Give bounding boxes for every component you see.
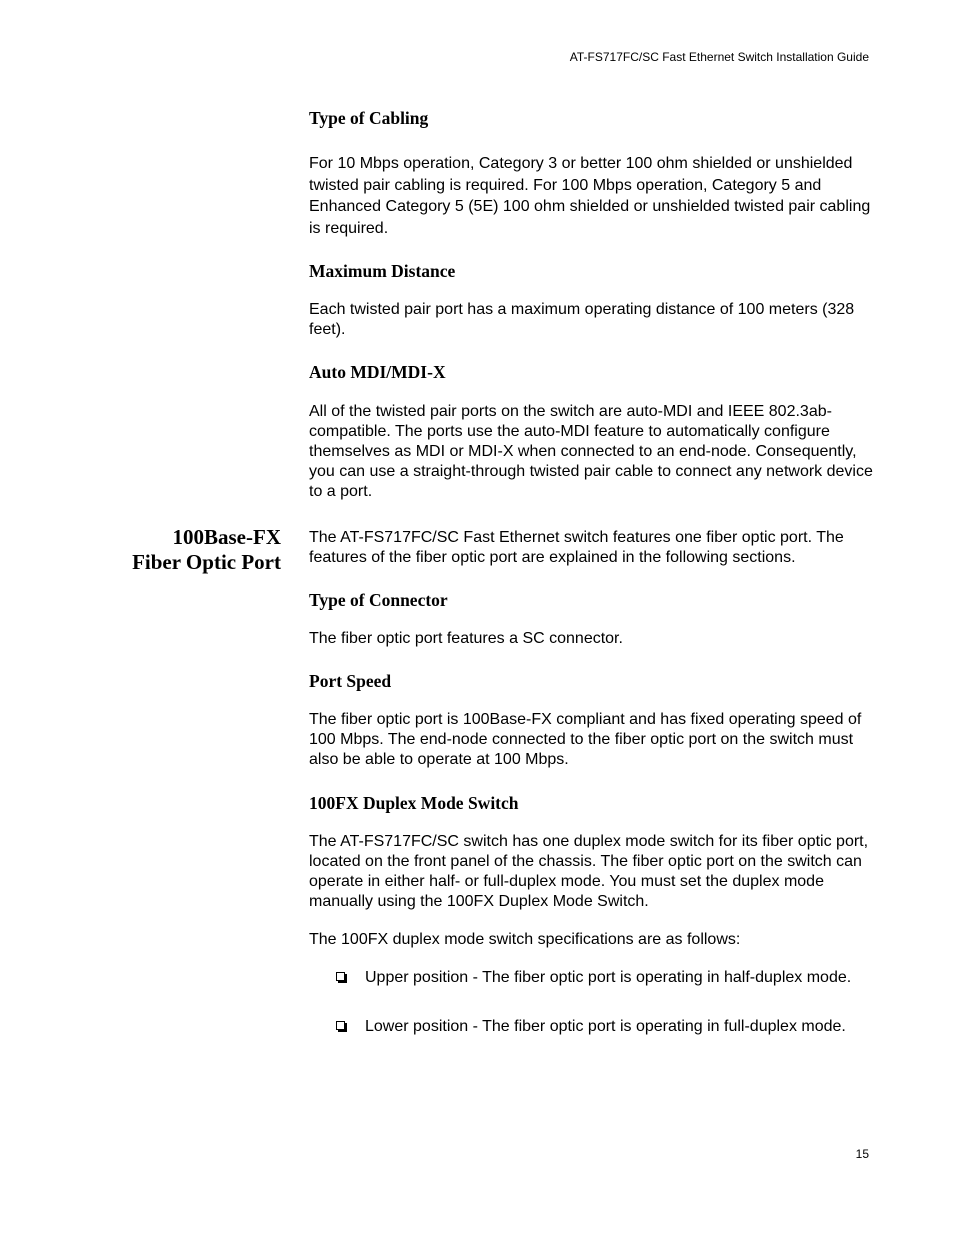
- paragraph-duplex-spec-intro: The 100FX duplex mode switch specifications are as follows:: [309, 931, 741, 948]
- paragraph-duplex-mode-switch: The AT-FS717FC/SC switch has one duplex mode switch for its fiber optic port, located on the front panel of the chassis. The fiber optic port on the switch can operate in either half- or full-duplex mode. You must set the duplex mode manually using the 100FX Duplex Mode Switch.: [309, 833, 869, 910]
- paragraph-auto-mdi: All of the twisted pair ports on the switch are auto-MDI and IEEE 802.3ab-compatible. The ports use the auto-MDI feature to automatically configure themselves as MDI or MDI-X when connected to an end-node. Consequently, you can use a straight-through twisted pair cable to connect any network device to a port.: [309, 403, 873, 500]
- heading-duplex-mode-switch: 100FX Duplex Mode Switch: [309, 793, 519, 813]
- running-header: AT-FS717FC/SC Fast Ethernet Switch Installation Guide: [569, 50, 869, 64]
- paragraph-maximum-distance: Each twisted pair port has a maximum operating distance of 100 meters (328 feet).: [309, 301, 855, 338]
- side-heading-line-1: 100Base-FX: [172, 525, 281, 549]
- bullet-checkbox-icon: [336, 1021, 345, 1030]
- heading-auto-mdi: Auto MDI/MDI-X: [309, 362, 446, 382]
- page-number: 15: [855, 1147, 869, 1161]
- heading-type-of-cabling: Type of Cabling: [309, 108, 429, 128]
- side-heading-line-2: Fiber Optic Port: [132, 550, 281, 574]
- heading-port-speed: Port Speed: [309, 671, 392, 691]
- heading-maximum-distance: Maximum Distance: [309, 261, 456, 281]
- paragraph-port-speed: The fiber optic port is 100Base-FX compliant and has fixed operating speed of 100 Mbps. The end-node connected to the fiber optic port on the switch must also be able to operate at 100 Mbps.: [309, 711, 862, 768]
- bullet-checkbox-icon: [336, 972, 345, 981]
- list-item: Upper position - The fiber optic port is operating in half-duplex mode.: [365, 969, 852, 986]
- paragraph-type-of-connector: The fiber optic port features a SC connector.: [309, 630, 623, 647]
- paragraph-type-of-cabling: For 10 Mbps operation, Category 3 or better 100 ohm shielded or unshielded twisted pair cabling is required. For 100 Mbps operation, Category 5 and Enhanced Category 5 (5E) 100 ohm shielded or unshielded twisted pair cabling is required.: [309, 155, 871, 237]
- heading-type-of-connector: Type of Connector: [309, 590, 448, 610]
- list-item: Lower position - The fiber optic port is operating in full-duplex mode.: [365, 1018, 846, 1035]
- side-heading-fiber-optic-port: [100, 525, 281, 575]
- paragraph-fiber-optic-port: The AT-FS717FC/SC Fast Ethernet switch features one fiber optic port. The features of the fiber optic port are explained in the following sections.: [309, 529, 844, 566]
